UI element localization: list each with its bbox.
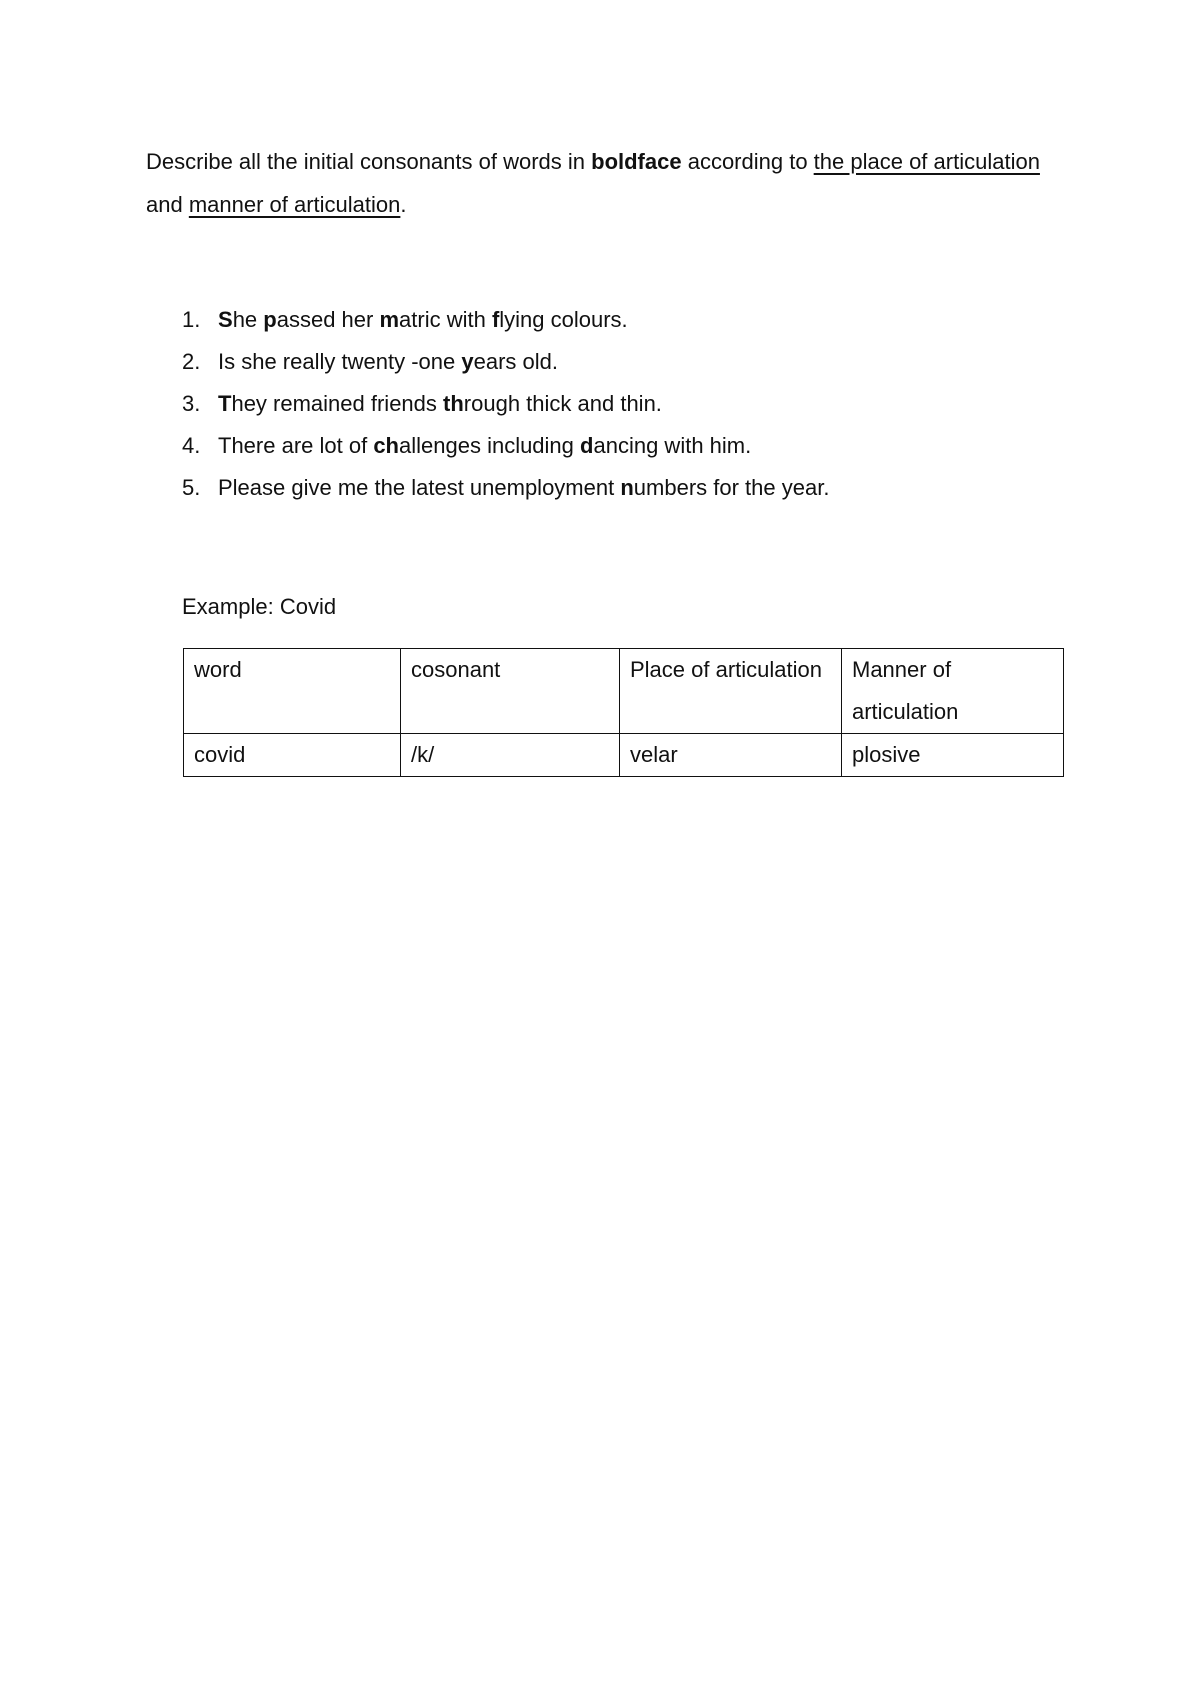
header-cell-place: Place of articulation (620, 649, 842, 734)
instructions-text-2: according to (681, 149, 814, 174)
sentence-text: Please give me the latest unemployment (218, 475, 621, 500)
bold-consonant: T (218, 391, 232, 416)
question-number: 1. (182, 307, 201, 332)
question-item (182, 341, 1082, 383)
header-cell-manner: Manner of articulation (842, 649, 1064, 734)
header-cell-word: word (184, 649, 401, 734)
question-item (182, 425, 1082, 467)
sentence-text: he (232, 307, 264, 332)
instructions-paragraph (146, 140, 1046, 226)
bold-consonant: d (580, 433, 594, 458)
sentence-text: ancing with him. (593, 433, 752, 458)
cell-manner: plosive (842, 734, 1064, 777)
question-number: 3. (182, 391, 201, 416)
question-item (182, 383, 1082, 425)
question-number: 2. (182, 349, 201, 374)
bold-consonant: f (491, 307, 500, 332)
bold-consonant: m (379, 307, 400, 332)
instructions-text-3: and (146, 192, 189, 217)
question-item (182, 299, 1082, 341)
sentence-text: atric with (399, 307, 492, 332)
sentence-text: assed her (276, 307, 380, 332)
cell-word: covid (184, 734, 401, 777)
sentence-text: There are lot of (218, 433, 374, 458)
instructions-text-1: Describe all the initial consonants of words in (146, 149, 592, 174)
bold-consonant: th (443, 391, 464, 416)
header-cell-consonant: cosonant (401, 649, 620, 734)
sentence-text: allenges including (399, 433, 581, 458)
sentence-text: lying colours. (499, 307, 628, 332)
table-row (184, 734, 1064, 777)
example-label: Example: Covid (182, 594, 337, 619)
manner-of-articulation-underlined: manner of articulation (188, 192, 401, 217)
bold-consonant: ch (373, 433, 399, 458)
sentence-text: umbers for the year. (633, 475, 830, 500)
instructions-text-4: . (400, 192, 407, 217)
sentence-text: Is she really twenty -one (218, 349, 462, 374)
bold-consonant: S (218, 307, 233, 332)
sentence-text: rough thick and thin. (463, 391, 662, 416)
question-number: 5. (182, 475, 201, 500)
table-header-row (184, 649, 1064, 734)
place-of-articulation-underlined: the place of articulation (813, 149, 1040, 174)
sentence-text: ears old. (473, 349, 558, 374)
bold-consonant: n (620, 475, 634, 500)
example-table (183, 648, 1064, 777)
sentence-text: hey remained friends (231, 391, 444, 416)
bold-consonant: y (461, 349, 474, 374)
cell-place: velar (620, 734, 842, 777)
question-list (182, 299, 1082, 509)
instructions-boldface-word: boldface (591, 149, 682, 174)
question-item (182, 467, 1082, 509)
bold-consonant: p (263, 307, 277, 332)
question-number: 4. (182, 433, 201, 458)
cell-consonant: /k/ (401, 734, 620, 777)
